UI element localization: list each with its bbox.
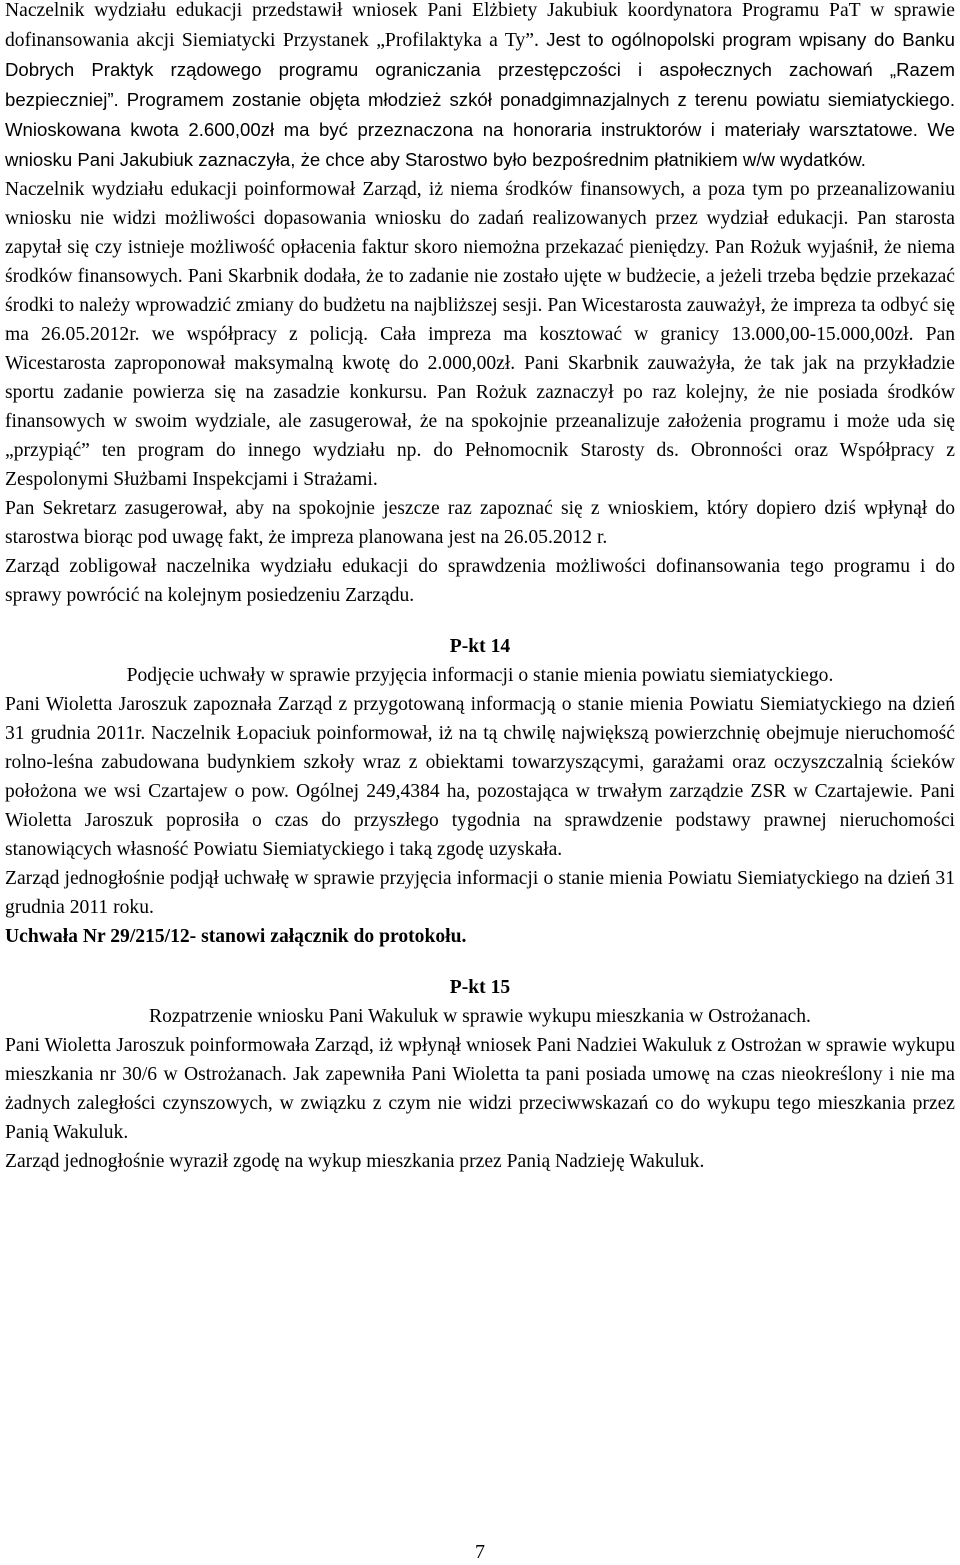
intro-paragraph-1-body: Jest to ogólnopolski program wpisany do Banku Dobrych Praktyk rządowego programu ograniczania przestępczości i aspołecznych zachowań „Razem bezpieczniej”. Programem zostanie objęta młodzież szkół ponadgimnazjalnych z terenu powiatu siemiatyckiego. Wnioskowana kwota 2.600,00zł ma być przeznaczona na honoraria instruktorów i materiały warsztatowe. We wniosku Pani Jakubiuk zaznaczyła, że chce aby Starostwo było bezpośrednim płatnikiem w/w wydatków. bbox=[5, 29, 955, 170]
intro-paragraph-2: Naczelnik wydziału edukacji poinformował Zarząd, iż niema środków finansowych, a poza tym po przeanalizowaniu wniosku nie widzi możliwości dopasowania wniosku do zadań realizowanych przez wydział edukacji. Pan starosta zapytał się czy istnieje możliwość opłacenia faktur skoro niemożna przekazać pieniędzy. Pan Rożuk wyjaśnił, że niema środków finansowych. Pani Skarbnik dodała, że to zadanie nie zostało ujęte w budżecie, a jeżeli trzeba będzie przekazać środki to należy wprowadzić zmiany do budżetu na najbliższej sesji. Pan Wicestarosta zauważył, że impreza ta odbyć się ma 26.05.2012r. we współpracy z policją. Cała impreza ma kosztować w granicy 13.000,00-15.000,00zł. Pan Wicestarosta zaproponował maksymalną kwotę do 2.000,00zł. Pani Skarbnik zauważyła, że tak jak na przykładzie sportu zadanie powierza się na zasadzie konkursu. Pan Rożuk zaznaczył po raz kolejny, że nie posiada środków finansowych w swoim wydziale, ale zasugerował, że na spokojnie przeanalizuje założenia programu i może uda się „przypiąć” ten program do innego wydziału np. do Pełnomocnik Starosty ds. Obronności oraz Współpracy z Zespolonymi Służbami Inspekcjami i Strażami. bbox=[5, 179, 955, 490]
intro-paragraph-3: Pan Sekretarz zasugerował, aby na spokojnie jeszcze raz zapoznać się z wnioskiem, który dopiero dziś wpłynął do starostwa biorąc pod uwagę fakt, że impreza planowana jest na 26.05.2012 r. bbox=[5, 498, 955, 548]
point-15-paragraph-2: Zarząd jednogłośnie wyraził zgodę na wykup mieszkania przez Panią Nadzieję Wakuluk. bbox=[5, 1151, 705, 1172]
point-15-paragraph-1: Pani Wioletta Jaroszuk poinformowała Zarząd, iż wpłynął wniosek Pani Nadziei Wakuluk z Ostrożan w sprawie wykupu mieszkania nr 30/6 w Ostrożanach. Jak zapewniła Pani Wioletta ta pani posiada umowę na czas nieokreślony i nie ma żadnych zaległości czynszowych, w związku z czym nie widzi przeciwwskazań co do wykupu tego mieszkania przez Panią Wakuluk. bbox=[5, 1035, 955, 1143]
page-number: 7 bbox=[475, 1541, 485, 1563]
point-14-paragraph-2: Zarząd jednogłośnie podjął uchwałę w sprawie przyjęcia informacji o stanie mienia Powiatu Siemiatyckiego na dzień 31 grudnia 2011 roku. bbox=[5, 868, 955, 918]
intro-paragraph-1 bbox=[5, 0, 955, 175]
point-15-heading: P-kt 15 bbox=[449, 977, 511, 998]
point-14-resolution: Uchwała Nr 29/215/12- stanowi załącznik do protokołu. bbox=[5, 926, 467, 947]
point-14-paragraph-1: Pani Wioletta Jaroszuk zapoznała Zarząd z przygotowaną informacją o stanie mienia Powiatu Siemiatyckiego na dzień 31 grudnia 2011r. Naczelnik Łopaciuk poinformował, iż na tą chwilę największą powierzchnię obejmuje nieruchomość rolno-leśna zabudowana budynkiem szkoły wraz z obiektami towarzyszącymi, garażami oraz oczyszczalnią ścieków położona we wsi Czartajew o pow. Ogólnej 249,4384 ha, pozostająca w trwałym zarządzie ZSR w Czartajewie. Pani Wioletta Jaroszuk poprosiła o czas do przyszłego tygodnia na sprawdzenie podstawy prawnej nieruchomości stanowiących własność Powiatu Siemiatyckiego i taką zgodę uzyskała. bbox=[5, 694, 955, 860]
document-page bbox=[5, 0, 955, 1176]
point-15-subject: Rozpatrzenie wniosku Pani Wakuluk w sprawie wykupu mieszkania w Ostrożanach. bbox=[149, 1006, 811, 1027]
intro-paragraph-4: Zarząd zobligował naczelnika wydziału edukacji do sprawdzenia możliwości dofinansowania tego programu i do sprawy powrócić na kolejnym posiedzeniu Zarządu. bbox=[5, 556, 955, 606]
point-14-heading: P-kt 14 bbox=[449, 636, 511, 657]
intro-paragraph-1-lead: Naczelnik wydziału edukacji przedstawił wniosek Pani Elżbiety Jakubiuk koordynatora Programu PaT w sprawie dofinansowania akcji Siemiatycki Przystanek „Profilaktyka a Ty”. bbox=[5, 0, 955, 51]
point-14-subject: Podjęcie uchwały w sprawie przyjęcia informacji o stanie mienia powiatu siemiatyckiego. bbox=[126, 665, 834, 686]
